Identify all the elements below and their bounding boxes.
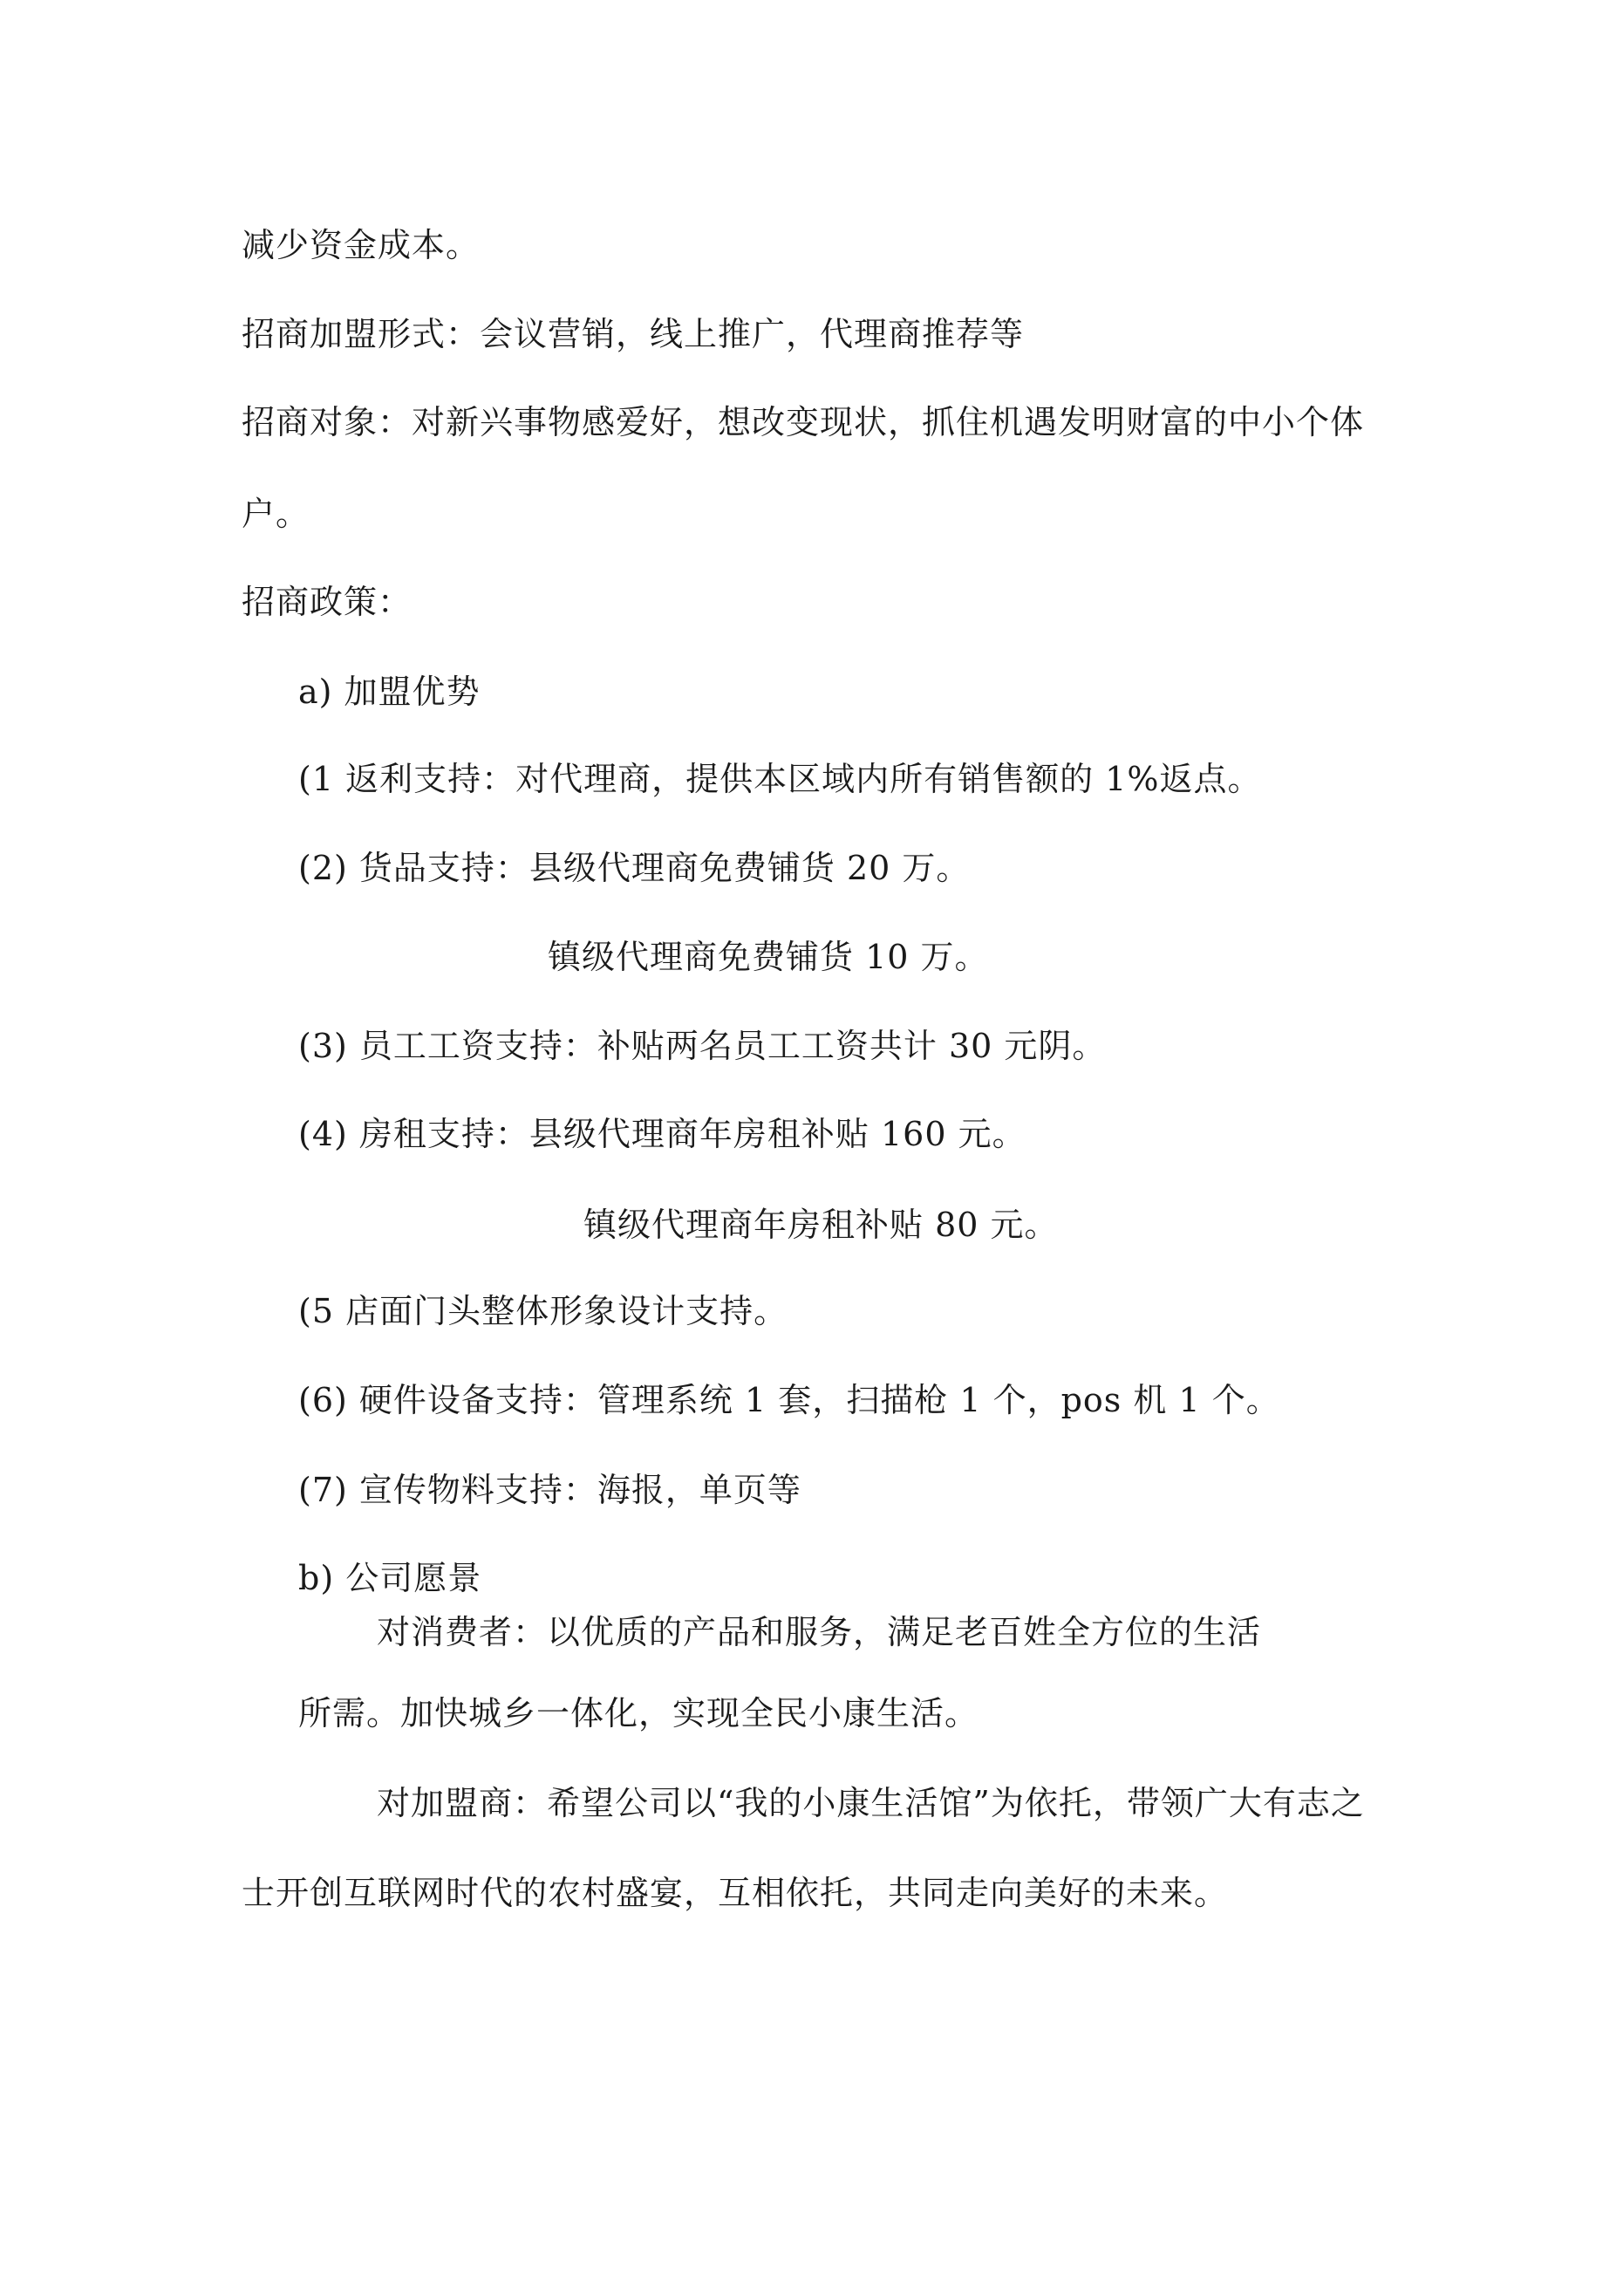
text-line-16: b) 公司愿景 [298, 1559, 482, 1597]
text-line-3: 招商对象：对新兴事物感爱好，想改变现状，抓住机遇发明财富的中小个体 [242, 403, 1365, 441]
text-line-10: (3) 员工工资支持：补贴两名员工工资共计 30 元阴。 [298, 1027, 1107, 1065]
text-line-2: 招商加盟形式：会议营销，线上推广，代理商推荐等 [242, 315, 1025, 353]
text-line-8: (2) 货品支持：县级代理商免费铺货 20 万。 [298, 849, 971, 887]
text-line-13: (5 店面门头整体形象设计支持。 [298, 1292, 788, 1330]
text-line-14: (6) 硬件设备支持：管理系统 1 套，扫描枪 1 个，pos 机 1 个。 [298, 1381, 1280, 1419]
text-line-4: 户。 [242, 495, 310, 533]
text-line-11: (4) 房租支持：县级代理商年房租补贴 160 元。 [298, 1115, 1026, 1153]
text-line-17: 对消费者：以优质的产品和服务，满足老百姓全方位的生活 [377, 1613, 1262, 1651]
text-line-6: a) 加盟优势 [298, 673, 481, 711]
text-line-15: (7) 宣传物料支持：海报，单页等 [298, 1471, 801, 1509]
text-line-1: 减少资金成本。 [242, 226, 481, 264]
text-line-12: 镇级代理商年房租补贴 80 元。 [583, 1206, 1059, 1244]
text-line-9: 镇级代理商免费铺货 10 万。 [548, 938, 989, 976]
text-line-19: 对加盟商：希望公司以“我的小康生活馆”为依托，带领广大有志之 [377, 1784, 1365, 1822]
text-line-18: 所需。加快城乡一体化，实现全民小康生活。 [298, 1694, 979, 1732]
text-line-5: 招商政策： [242, 583, 413, 621]
text-line-7: (1 返利支持：对代理商，提供本区域内所有销售额的 1%返点。 [298, 760, 1262, 798]
text-line-20: 士开创互联网时代的农村盛宴，互相依托，共同走向美好的未来。 [242, 1874, 1229, 1912]
